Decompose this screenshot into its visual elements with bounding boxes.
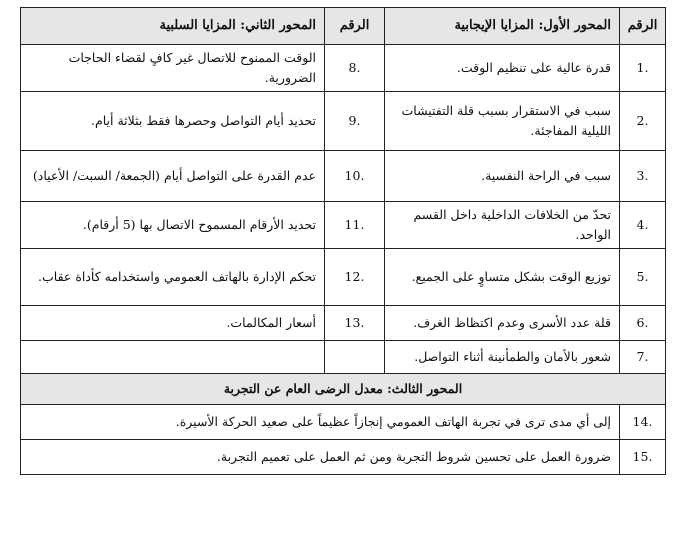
- pos-num: .3: [620, 151, 666, 202]
- pos-text: قلة عدد الأسرى وعدم اكتظاظ الغرف.: [385, 306, 620, 341]
- table-row: [21, 92, 666, 151]
- item-text: ضرورة العمل على تحسين شروط التجربة ومن ثم العمل على تعميم التجربة.: [21, 440, 620, 475]
- header-negative-title: المحور الثاني: المزايا السلبية: [21, 8, 325, 45]
- header-num-1: الرقم: [620, 8, 666, 45]
- pos-text: سبب في الراحة النفسية.: [385, 151, 620, 202]
- neg-text: عدم القدرة على التواصل أيام (الجمعة/ السبت/ الأعياد): [21, 151, 325, 202]
- table-row: [21, 306, 666, 341]
- table-row: [21, 202, 666, 249]
- pos-num: .1: [620, 45, 666, 92]
- pos-text: توزيع الوقت بشكل متساوٍ على الجميع.: [385, 249, 620, 306]
- neg-num: .9: [325, 92, 385, 151]
- neg-text: تحكم الإدارة بالهاتف العمومي واستخدامه كأداة عقاب.: [21, 249, 325, 306]
- neg-text: أسعار المكالمات.: [21, 306, 325, 341]
- header-num-2: الرقم: [325, 8, 385, 45]
- pos-num: .4: [620, 202, 666, 249]
- section-3-header-row: [21, 374, 666, 405]
- pos-num: .5: [620, 249, 666, 306]
- header-positive-title: المحور الأول: المزايا الإيجابية: [385, 8, 620, 45]
- neg-num: .8: [325, 45, 385, 92]
- neg-text: [21, 341, 325, 374]
- item-num: .15: [620, 440, 666, 475]
- section-3-title: المحور الثالث: معدل الرضى العام عن التجربة: [21, 374, 666, 405]
- neg-text: الوقت الممنوح للاتصال غير كافٍ لقضاء الحاجات الضرورية.: [21, 45, 325, 92]
- table-row: [21, 151, 666, 202]
- pos-num: .6: [620, 306, 666, 341]
- table-row: [21, 45, 666, 92]
- table-row: [21, 249, 666, 306]
- neg-num: .13: [325, 306, 385, 341]
- pos-num: .7: [620, 341, 666, 374]
- pos-text: قدرة عالية على تنظيم الوقت.: [385, 45, 620, 92]
- item-text: إلى أي مدى ترى في تجربة الهاتف العمومي إنجازاً عظيماً على صعيد الحركة الأسيرة.: [21, 405, 620, 440]
- neg-num: [325, 341, 385, 374]
- pos-text: سبب في الاستقرار بسبب قلة التفتيشات الليلية المفاجئة.: [385, 92, 620, 151]
- pos-num: .2: [620, 92, 666, 151]
- table-row: [21, 341, 666, 374]
- table-row: [21, 440, 666, 475]
- item-num: .14: [620, 405, 666, 440]
- survey-table: [20, 7, 666, 475]
- table-header-row: [21, 8, 666, 45]
- pos-text: شعور بالأمان والطمأنينة أثناء التواصل.: [385, 341, 620, 374]
- pos-text: تحدّ من الخلافات الداخلية داخل القسم الواحد.: [385, 202, 620, 249]
- neg-num: .10: [325, 151, 385, 202]
- table-row: [21, 405, 666, 440]
- neg-num: .11: [325, 202, 385, 249]
- neg-text: تحديد الأرقام المسموح الاتصال بها (5 أرقام).: [21, 202, 325, 249]
- neg-num: .12: [325, 249, 385, 306]
- neg-text: تحديد أيام التواصل وحصرها فقط بثلاثة أيام.: [21, 92, 325, 151]
